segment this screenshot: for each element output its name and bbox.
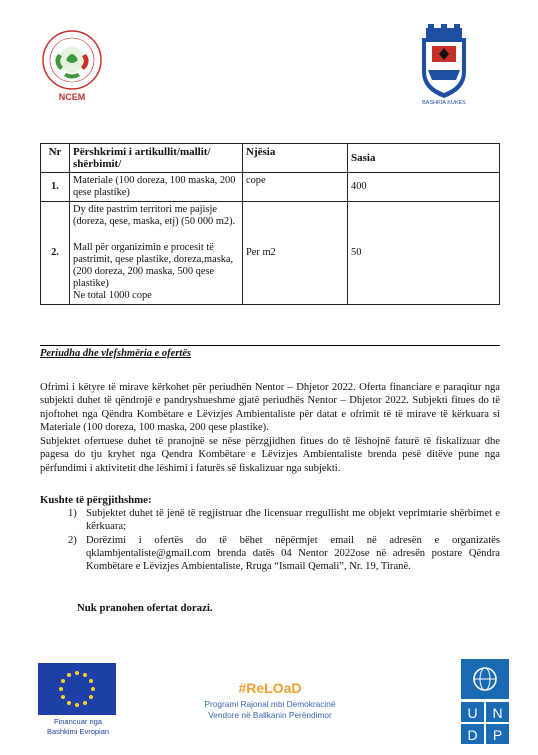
section-title-text: Periudha dhe vlefshmëria e ofertës (40, 348, 192, 359)
program-line: Vendore në Ballkanin Perëndimor (208, 710, 332, 720)
program-line: Programi Rajonal mbi Demokracinë (204, 699, 336, 709)
items-table (40, 143, 500, 305)
undp-letter: P (492, 727, 503, 743)
kukes-coat-of-arms (412, 24, 476, 106)
list-item-number: 1) (68, 508, 77, 519)
list-item-text: Subjektet duhet të jenë të regjistruar dhe licensuar rregullisht me objekt veprimtarie shërbimet e kërkuara; (86, 508, 500, 532)
row-description-line: Mall për organizimin e procesit të pastrimit, qese plastike, doreza,maska, (200 doreza, 200 maska, 500 qese plastike) (73, 242, 234, 289)
list-item (40, 507, 500, 533)
header-quantity: Sasia (348, 144, 500, 173)
undp-letter: U (467, 705, 478, 721)
eu-flag-logo (38, 663, 116, 715)
paragraph-invoice: Subjektet ofertuese duhet të pranojnë se nëse përzgjidhen fitues do të lëshojnë faturë të fiskalizuar dhe pagesa do tju kryhet nga Qendra Kombëtare e Lëvizjes Ambientaliste brenda pesë ditëve pune nga përfundimi i aktivitetit dhe lëshimi i faturës së fiskalizuar nga subjekti. (40, 436, 500, 474)
row-nr: 1. (41, 173, 70, 202)
list-item-text: Dorëzimi i ofertës do të bëhet nëpërmjet email në adresën e organizatës qklambjentaliste@gmail.com brenda datës 04 Nentor 2022ose në adresën postare Qëndra Kombëtare e Lëvizjes Ambientaliste, Rruga “Ismail Qemali”, Nr. 19, Tiranë. (86, 535, 500, 572)
header-nr: Nr (41, 144, 70, 173)
undp-logo (460, 658, 510, 744)
eu-caption-line: Financuar nga (54, 717, 102, 726)
row-description (70, 202, 243, 305)
ncem-logo (40, 30, 104, 104)
list-item-number: 2) (68, 535, 77, 546)
row-description-line: Dy dite pastrim territori me pajisje (doreza, qese, maska, etj) (50 000 m2). (73, 204, 236, 227)
row-quantity: 400 (348, 173, 500, 202)
table-header-row (41, 144, 500, 173)
kukes-logo-text: BASHKIA KUKES (422, 100, 466, 106)
row-description-line: Ne total 1000 cope (73, 290, 152, 301)
header-unit: Njësia (243, 144, 348, 173)
row-description: Materiale (100 doreza, 100 maska, 200 qese plastike) (70, 173, 243, 202)
table-row (41, 202, 500, 305)
eu-caption (30, 717, 126, 737)
undp-letter: D (467, 727, 478, 743)
row-unit: Per m2 (243, 202, 348, 305)
section-title (40, 345, 500, 359)
paragraph-offer-period: Ofrimi i këtyre të mirave kërkohet për periudhën Nentor – Dhjetor 2022. Oferta financiare e paraqitur nga subjekti duhet të qëndrojë e pandryshueshme gjatë periudhës Nentor – Dhjetor 2022. Subjekti fitues do të njoftohet nga Qëndra Kombëtare e Lëvizjes Ambientaliste për datat e ofrimit të të mirave të kërkuara si Materiale (100 doreza, 100 maska, 200 qese plastike). (40, 382, 500, 434)
table-row (41, 173, 500, 202)
row-nr: 2. (41, 202, 70, 305)
list-item (40, 534, 500, 573)
undp-letter: N (492, 705, 503, 721)
ncem-logo-text: NCEM (58, 92, 86, 102)
program-caption (160, 699, 380, 721)
reload-title: #ReLOaD (238, 680, 302, 696)
row-unit: cope (243, 173, 348, 202)
eu-caption-line: Bashkimi Evropian (46, 727, 110, 736)
header-description: Përshkrimi i artikullit/mallit/ shërbimit/ (70, 144, 243, 173)
row-quantity: 50 (348, 202, 500, 305)
conditions-title: Kushte të përgjithshme: (40, 494, 152, 506)
conditions-list (40, 507, 500, 574)
no-hand-delivery-note: Nuk pranohen ofertat dorazi. (77, 602, 213, 614)
